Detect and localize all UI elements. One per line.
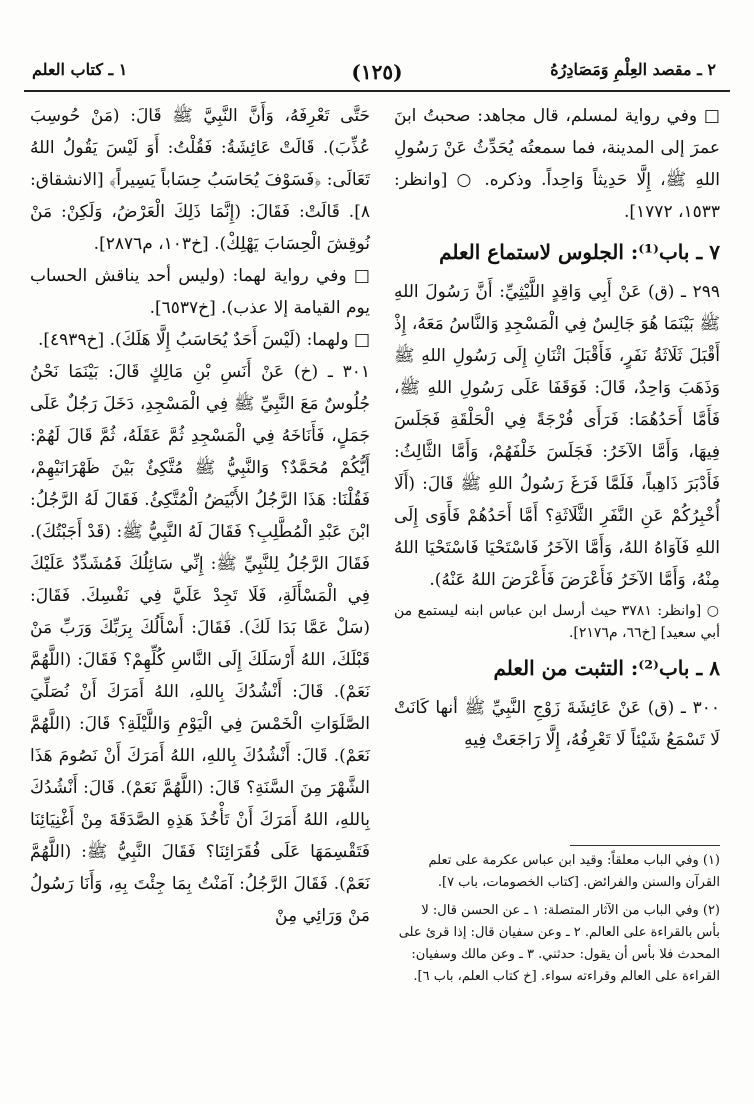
- narration-variant-1: □ وفي رواية لهما: (وليس أحد يناقش الحساب يوم القيامة إلا عذب). [خ٦٥٣٧].: [30, 266, 370, 318]
- footnote-separator: [570, 845, 720, 846]
- header-chapter-title: ٢ ـ مقصد العِلْمِ وَمَصَادِرُهُ: [550, 60, 716, 79]
- chapter-heading-8: ٨ ـ باب⁽²⁾: التثبت من العلم: [493, 656, 720, 680]
- chapter-heading-7: ٧ ـ باب⁽¹⁾: الجلوس لاستماع العلم: [439, 240, 720, 264]
- hadith-299-reference: ○ [وانظر: ٣٧٨١ حيث أرسل ابن عباس ابنه ليستمع من أبي سعيد] [خ٦٦، م٢١٧٦].: [394, 603, 720, 641]
- page-number: (١٢٥): [351, 60, 403, 84]
- right-column: [394, 100, 720, 756]
- footnote-2: (٢) وفي الباب من الآثار المتصلة: ١ ـ عن الحسن قال: لا بأس بالقراءة على العالم. ٢ ـ وعن سفيان قال: إذا قرئ على المحدث فلا بأس أن يقول: حدثني. ٣ ـ وعن مالك وسفيان: القراءة على العالم وقراءته سواء. [خ كتاب العلم، باب ٦].: [398, 903, 720, 984]
- header-rule: [24, 90, 730, 92]
- hadith-299: ٢٩٩ ـ (ق) عَنْ أَبِي وَاقِدٍ اللَّيْثِيِّ: أَنَّ رَسُولَ اللهِ ﷺ بَيْنَمَا هُوَ جَالِسٌ فِي الْمَسْجِدِ وَالنَّاسُ مَعَهُ، إِذْ أَقْبَلَ ثَلَاثَةُ نَفَرٍ، فَأَقْبَلَ اثْنَانِ إِلَى رَسُولِ اللهِ ﷺ وَذَهَبَ وَاحِدٌ، قَالَ: فَوَقَفَا عَلَى رَسُولِ اللهِ ﷺ، فَأَمَّا أَحَدُهُمَا: فَرَأَى فُرْجَةً فِي الْحَلْقَةِ فَجَلَسَ فِيهَا، وَأَمَّا الآخَرُ: فَجَلَسَ خَلْفَهُمْ، وَأَمَّا الثَّالِثُ: فَأَدْبَرَ ذَاهِباً، فَلَمَّا فَرَغَ رَسُولُ اللهِ ﷺ قَالَ: (أَلَا أُخْبِرُكُمْ عَنِ النَّفَرِ الثَّلَاثَةِ؟ أَمَّا أَحَدُهُمْ فَأَوَى إِلَى اللهِ فَآوَاهُ اللهُ، وَأَمَّا الآخَرُ فَاسْتَحْيَا فَاسْتَحْيَا اللهُ مِنْهُ، وَأَمَّا الآخَرُ فَأَعْرَضَ فَأَعْرَضَ اللهُ عَنْهُ).: [394, 282, 720, 590]
- footnotes: [394, 850, 720, 994]
- narration-variant-2: □ ولهما: (لَيْسَ أَحَدٌ يُحَاسَبُ إِلَّا هَلَكَ). [خ٤٩٣٩].: [38, 330, 370, 350]
- hadith-note-paragraph: □ وفي رواية لمسلم، قال مجاهد: صحبتُ ابنَ عمرَ إلى المدينة، فما سمعتُه يُحَدِّثُ عَنْ رَسُولِ اللهِ ﷺ، إِلَّا حَدِيثاً وَاحِداً. وذكره. ○ [وانظر: ١٥٣٣، ١٧٧٢].: [394, 106, 720, 222]
- hadith-300-continued: حَتَّى تَعْرِفَهُ، وَأَنَّ النَّبِيَّ ﷺ قَالَ: (مَنْ حُوسِبَ عُذِّبَ). قَالَتْ عَائِشَةُ: فَقُلْتُ: أَوَ لَيْسَ يَقُولُ اللهُ تَعَالَى: ﴿فَسَوْفَ يُحَاسَبُ حِسَاباً يَسِيراً﴾ [الانشقاق: ٨]. قَالَتْ: فَقَالَ: (إِنَّمَا ذَلِكَ الْعَرْضُ، وَلَكِنْ: مَنْ نُوقِشَ الْحِسَابَ يَهْلِكْ). [خ١٠٣، م٢٨٧٦].: [30, 106, 370, 254]
- left-column: [30, 100, 370, 932]
- header-book-title: ١ ـ كتاب العلم: [32, 60, 128, 79]
- hadith-301: ٣٠١ ـ (خ) عَنْ أَنَسِ بْنِ مَالِكٍ قَالَ: بَيْنَمَا نَحْنُ جُلُوسٌ مَعَ النَّبِيِّ ﷺ فِي الْمَسْجِدِ، دَخَلَ رَجُلٌ عَلَى جَمَلٍ، فَأَنَاخَهُ فِي الْمَسْجِدِ ثُمَّ عَقَلَهُ، ثُمَّ قَالَ لَهُمْ: أَيُّكُمْ مُحَمَّدٌ؟ وَالنَّبِيُّ ﷺ مُتَّكِئٌ بَيْنَ ظَهْرَانَيْهِمْ، فَقُلْنَا: هَذَا الرَّجُلُ الأَبْيَضُ الْمُتَّكِئُ. فَقَالَ لَهُ الرَّجُلُ: ابْنَ عَبْدِ الْمُطَّلِبِ؟ فَقَالَ لَهُ النَّبِيُّ ﷺ: (قَدْ أَجَبْتُكَ). فَقَالَ الرَّجُلُ لِلنَّبِيِّ ﷺ: إِنِّي سَائِلُكَ فَمُشَدِّدٌ عَلَيْكَ فِي الْمَسْأَلَةِ، فَلَا تَجِدْ عَلَيَّ فِي نَفْسِكَ. فَقَالَ: (سَلْ عَمَّا بَدَا لَكَ). فَقَالَ: أَسْأَلُكَ بِرَبِّكَ وَرَبِّ مَنْ قَبْلَكَ، اللهُ أَرْسَلَكَ إِلَى النَّاسِ كُلِّهِمْ؟ فَقَالَ: (اللَّهُمَّ نَعَمْ). قَالَ: أَنْشُدُكَ بِاللهِ، اللهُ أَمَرَكَ أَنْ نُصَلِّيَ الصَّلَوَاتِ الْخَمْسَ فِي الْيَوْمِ وَاللَّيْلَةِ؟ قَالَ: (اللَّهُمَّ نَعَمْ). قَالَ: أَنْشُدُكَ بِاللهِ، اللهُ أَمَرَكَ أَنْ نَصُومَ هَذَا الشَّهْرَ مِنَ السَّنَةِ؟ قَالَ: (اللَّهُمَّ نَعَمْ). قَالَ: أَنْشُدُكَ بِاللهِ، اللهُ أَمَرَكَ أَنْ تَأْخُذَ هَذِهِ الصَّدَقَةَ مِنْ أَغْنِيَائِنَا فَتَقْسِمَهَا عَلَى فُقَرَائِنَا؟ فَقَالَ النَّبِيُّ ﷺ: (اللَّهُمَّ نَعَمْ). فَقَالَ الرَّجُلُ: آمَنْتُ بِمَا جِئْتَ بِهِ، وَأَنَا رَسُولُ مَنْ وَرَائِي مِنْ: [30, 362, 370, 926]
- footnote-1: (١) وفي الباب معلقاً: وقيد ابن عباس عكرمة على تعلم القرآن والسنن والفرائض. [كتاب الخصومات، باب ٧].: [428, 853, 720, 890]
- running-header: [24, 52, 730, 88]
- hadith-300: ٣٠٠ ـ (ق) عَنْ عَائِشَةَ زَوْجِ النَّبِيِّ ﷺ أنها كَانَتْ لَا تَسْمَعُ شَيْئاً لَا تَعْرِفُهُ، إِلَّا رَاجَعَتْ فِيهِ: [394, 698, 720, 750]
